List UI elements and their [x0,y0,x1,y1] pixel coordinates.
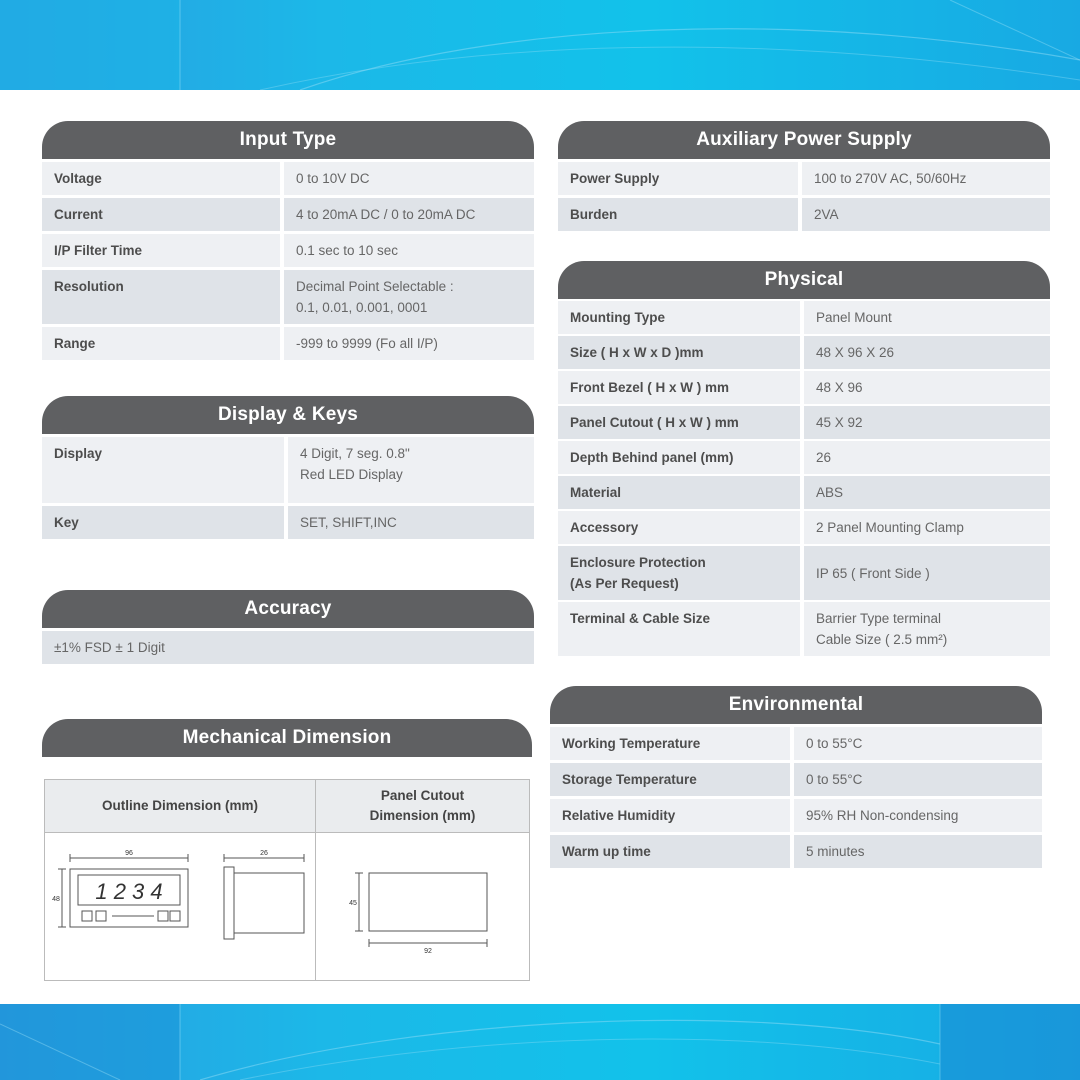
table-row [558,546,1050,600]
spec-value: 48 X 96 X 26 [804,336,1050,369]
spec-label: Warm up time [550,835,794,868]
spec-value: 4 to 20mA DC / 0 to 20mA DC [284,198,534,231]
input-type-header: Input Type [42,121,534,159]
spec-label: Current [42,198,284,231]
table-row [558,476,1050,509]
spec-label: Terminal & Cable Size [558,602,804,656]
spec-value: 0 to 10V DC [284,162,534,195]
spec-label: Range [42,327,284,360]
environmental-table [550,724,1042,871]
spec-label: Mounting Type [558,301,804,334]
spec-label: Panel Cutout ( H x W ) mm [558,406,804,439]
aux-power-table [558,159,1050,234]
table-row [550,799,1042,832]
spec-value: -999 to 9999 (Fo all I/P) [284,327,534,360]
cutout-height-label: 45 [349,900,357,907]
table-row [550,763,1042,796]
spec-label: Accessory [558,511,804,544]
spec-label: Power Supply [558,162,802,195]
spec-value: 45 X 92 [804,406,1050,439]
table-row [42,162,534,195]
spec-value: 0.1 sec to 10 sec [284,234,534,267]
spec-label: Voltage [42,162,284,195]
spec-value: 0 to 55°C [794,727,1042,760]
spec-value [804,602,1050,656]
spec-label: I/P Filter Time [42,234,284,267]
environmental-header: Environmental [550,686,1042,724]
spec-value: 2VA [802,198,1050,231]
outline-drawing [46,833,314,979]
spec-label: Depth Behind panel (mm) [558,441,804,474]
table-row [42,437,534,503]
spec-value-line1: Barrier Type terminal [816,611,942,626]
top-banner [0,0,1080,90]
accuracy-header: Accuracy [42,590,534,628]
spec-label: Burden [558,198,802,231]
table-row [558,336,1050,369]
outline-depth-label: 26 [260,850,268,857]
spec-value: 0 to 55°C [794,763,1042,796]
input-type-table [42,159,534,363]
display-keys-table [42,434,534,542]
outline-height-label: 48 [52,896,60,903]
spec-label: Working Temperature [550,727,794,760]
table-row [42,506,534,539]
spec-value: SET, SHIFT,INC [288,506,534,539]
spec-value: 100 to 270V AC, 50/60Hz [802,162,1050,195]
spec-value: ABS [804,476,1050,509]
spec-value: 26 [804,441,1050,474]
spec-label: Key [42,506,288,539]
table-row [550,727,1042,760]
table-row [558,406,1050,439]
spec-label-line2: (As Per Request) [570,576,679,591]
table-row [558,198,1050,231]
outline-dimension-heading: Outline Dimension (mm) [45,780,315,832]
cutout-width-label: 92 [424,948,432,955]
aux-power-header: Auxiliary Power Supply [558,121,1050,159]
table-row [558,162,1050,195]
physical-header: Physical [558,261,1050,299]
spec-label: Storage Temperature [550,763,794,796]
column-divider [315,780,316,980]
table-row [550,835,1042,868]
display-keys-header: Display & Keys [42,396,534,434]
spec-label: Resolution [42,270,284,324]
spec-value [284,270,534,324]
environmental-section [550,686,1042,871]
physical-table [558,299,1050,658]
table-row [42,631,534,664]
table-row [558,301,1050,334]
table-row [42,234,534,267]
input-type-section [42,121,534,363]
mechanical-section [42,719,532,757]
accuracy-table [42,628,534,667]
display-digits: 1 2 3 4 [95,879,163,904]
spec-value [288,437,534,503]
panel-cutout-heading [316,780,529,832]
spec-label: Front Bezel ( H x W ) mm [558,371,804,404]
spec-value: 95% RH Non-condensing [794,799,1042,832]
spec-value-line1: 4 Digit, 7 seg. 0.8" [300,446,410,461]
spec-label [558,546,804,600]
cutout-drawing [317,833,529,979]
panel-cutout-heading-line1: Panel Cutout [380,788,465,803]
mechanical-dimension-box [44,779,530,981]
table-row [42,198,534,231]
spec-value-line2: Red LED Display [300,467,403,482]
physical-section [558,261,1050,658]
spec-value: 5 minutes [794,835,1042,868]
table-row [42,327,534,360]
outline-width-label: 96 [125,850,133,857]
spec-value-line1: Decimal Point Selectable : [296,279,454,294]
mechanical-header: Mechanical Dimension [42,719,532,757]
spec-label: Display [42,437,288,503]
spec-value: 48 X 96 [804,371,1050,404]
table-row [558,602,1050,656]
table-row [42,270,534,324]
table-row [558,511,1050,544]
spec-value-line2: Cable Size ( 2.5 mm²) [816,632,948,647]
spec-value-line2: 0.1, 0.01, 0.001, 0001 [296,300,428,315]
bottom-banner [0,1004,1080,1080]
table-row [558,441,1050,474]
panel-cutout-heading-line2: Dimension (mm) [369,808,476,823]
display-keys-section [42,396,534,542]
spec-value: Panel Mount [804,301,1050,334]
accuracy-value: ±1% FSD ± 1 Digit [42,631,534,664]
spec-label-line1: Enclosure Protection [570,555,706,570]
spec-label: Material [558,476,804,509]
spec-label: Size ( H x W x D )mm [558,336,804,369]
spec-label: Relative Humidity [550,799,794,832]
spec-value: 2 Panel Mounting Clamp [804,511,1050,544]
spec-value: IP 65 ( Front Side ) [804,546,1050,600]
aux-power-section [558,121,1050,234]
accuracy-section [42,590,534,667]
table-row [558,371,1050,404]
